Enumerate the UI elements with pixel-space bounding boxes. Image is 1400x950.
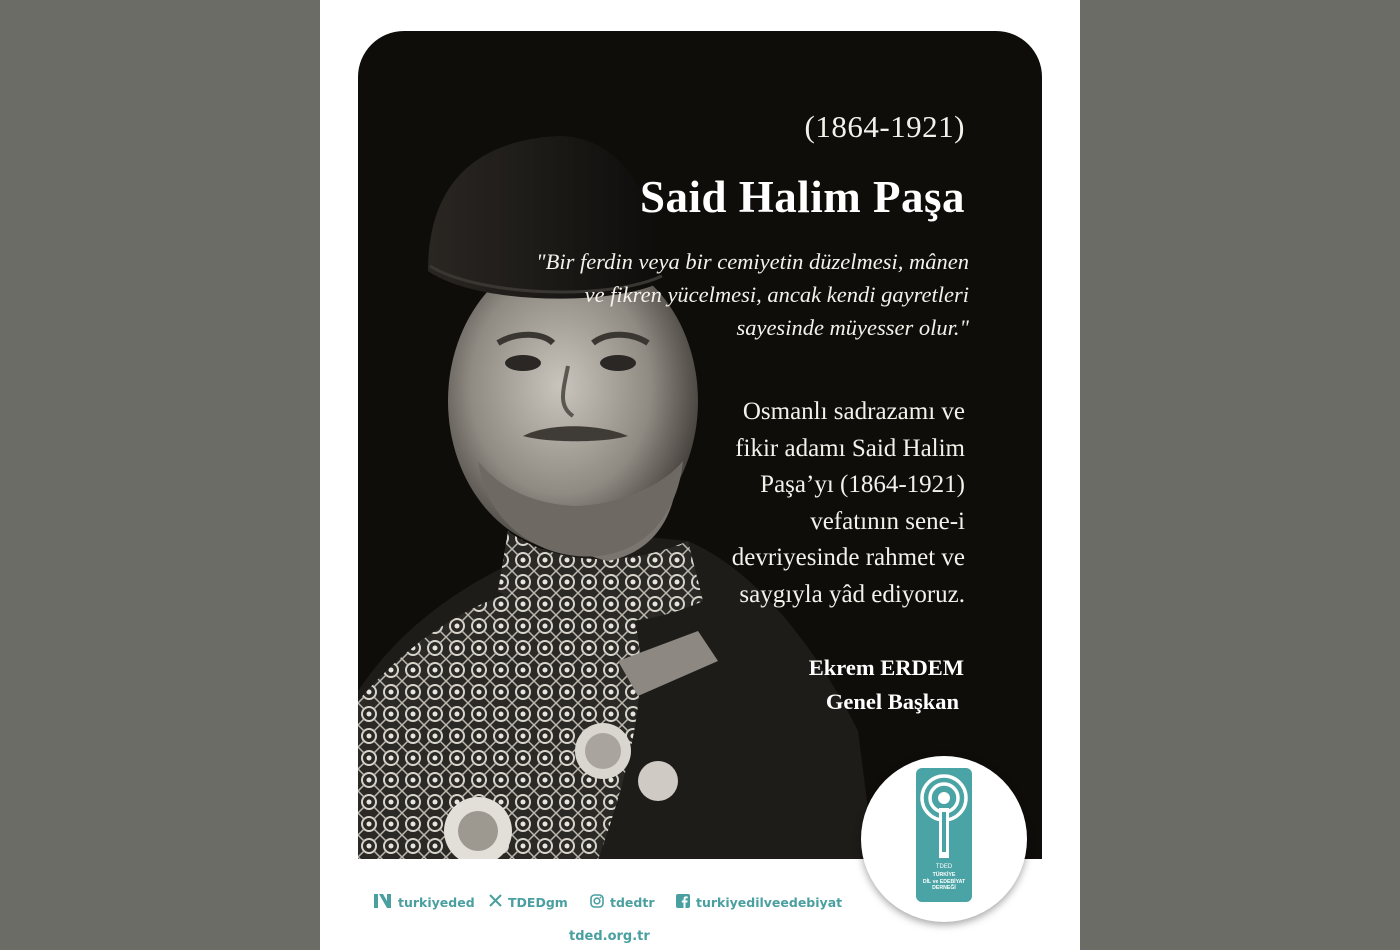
memorial-line: vefatının sene-i xyxy=(810,507,965,535)
social-facebook[interactable] xyxy=(676,894,842,911)
memorial-line: devriyesinde rahmet ve xyxy=(731,544,965,571)
logo-caption xyxy=(916,872,972,892)
quote-line: "Bir ferdin veya bir cemiyetin düzelmesi, mânen xyxy=(536,249,969,274)
memorial-line: saygıyla yâd ediyoruz. xyxy=(739,580,965,608)
signature-block xyxy=(664,651,964,719)
facebook-icon xyxy=(676,894,690,911)
person-name: Said Halim Paşa xyxy=(639,172,965,222)
social-x[interactable] xyxy=(489,894,568,910)
signer-title: Genel Başkan xyxy=(825,689,959,714)
tded-logo xyxy=(916,768,972,902)
logo-caption-line: DERNEĞİ xyxy=(932,885,956,891)
life-years: (1864-1921) xyxy=(804,109,965,144)
signer-name: Ekrem ERDEM xyxy=(808,655,964,680)
poster xyxy=(320,0,1080,950)
social-label: TDEDgm xyxy=(508,894,568,910)
social-label: tdedtr xyxy=(610,895,655,910)
quote-line: sayesinde müyesser olur." xyxy=(736,315,969,340)
quote-line: ve fikren yücelmesi, ancak kendi gayretleri xyxy=(584,282,969,307)
tded-emblem-icon xyxy=(916,768,972,872)
footer-social-bar xyxy=(320,890,1080,920)
logo-caption-line: TÜRKİYE xyxy=(932,872,956,878)
nsosyal-icon xyxy=(374,894,392,911)
social-nsosyal[interactable] xyxy=(374,894,475,911)
instagram-icon xyxy=(590,894,604,911)
memorial-line: Paşa’yı (1864-1921) xyxy=(760,471,965,498)
website-link[interactable]: tded.org.tr xyxy=(569,929,650,944)
x-icon xyxy=(489,894,502,910)
logo-caption-line: DİL ve EDEBİYAT xyxy=(922,878,966,885)
memorial-text xyxy=(645,394,965,613)
memorial-line: Osmanlı sadrazamı ve xyxy=(742,398,965,425)
social-label: turkiyeded xyxy=(398,895,475,910)
quote xyxy=(449,245,969,344)
plate-text: TDED xyxy=(935,864,953,870)
memorial-line: fikir adamı Said Halim xyxy=(735,434,965,462)
social-label: turkiyedilveedebiyat xyxy=(696,895,843,910)
social-instagram[interactable] xyxy=(590,894,655,911)
memorial-card xyxy=(358,31,1042,859)
